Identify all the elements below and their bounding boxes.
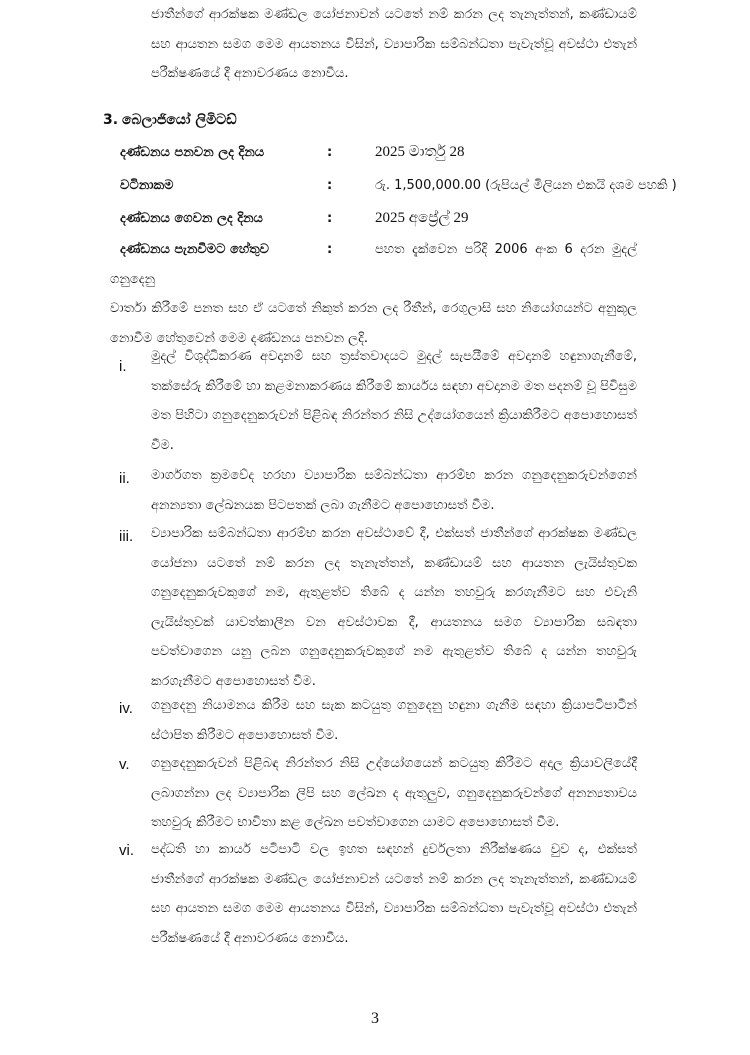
section-title: බෙලාජියෝ ලිමිටඩ් (122, 112, 237, 128)
list-item: පද්ධති හා කාර්ය පටිපාටි වල ඉහත සඳහන් දුර්වලතා නිරීක්ෂණය වුව ද, එක්සත් ජාතීන්ගේ ආරක්ෂක මණ්ඩල යෝජනාවන් යටතේ නම් කරන ලද තැනැත්තන්, කණ්ඩායම් සහ ආයතන සමග මෙම ආයතනය විසින්, ව්‍යාපාරික සම්බන්ධතා පැවැත්වූ අවස්ථා එතැන් පරීක්ෂණයේ දී අනාවරණය නොවීය. (151, 842, 637, 946)
item-number: vi. (119, 842, 134, 859)
item-number: ii. (119, 470, 130, 487)
reason-rest: වාර්තා කිරීමේ පනත සහ ඒ යටතේ නිකුත් කරන ලද රීතීන්, රෙගුලාසි සහ නියෝගයන්ට අනුකූල නොවීම හේතුවෙන් මෙම දණ්ඩනය පනවන ලදි. (110, 301, 637, 346)
list-item: ව්‍යාපාරික සම්බන්ධතා ආරම්භ කරන අවස්ථාවේ දී, එක්සත් ජාතීන්ගේ ආරක්ෂක මණ්ඩල යෝජනා යටතේ නම් කරන ලද තැනැත්තන්, කණ්ඩායම් සහ ආයතන ලැයිස්තුවක ගනුදෙනුකරුවකුගේ නම, ඇතුළත්ව තිබේ ද යන්න තහවුරු කරගැනීමට සහ එවැනි ලැයිස්තුවක් යාවත්කාලීන වන අවස්ථාවක දී, ආයතනය සමග ව්‍යාපාරික සබඳතා පවත්වාගෙන යනු ලබන ගනුදෙනුකරුවකුගේ නම ඇතුළත්ව තිබේ ද යන්න තහවුරු කරගැනීමට අපොහොසත් වීම. (151, 526, 637, 689)
list-item: මුදල් විශුද්ධිකරණ අවදානම් සහ ත්‍රස්තවාදයට මුදල් සැපයීමේ අවදානම් හඳුනාගැනීමේ, තක්සේරු කිරීමේ හා කළමනාකරණය කිරීමේ කාර්යය සඳහා අවදානම මත පදනම් වූ පිවිසුම මත පිහිටා ගනුදෙනුකරුවන් පිළිබඳ නිරන්තර නිසි උද්යෝගයෙන් ක්‍රියාකිරීමට අපොහොසත් වීම. (151, 349, 637, 453)
payment-date-label: දණ්ඩනය ගෙවන ලද දිනය (120, 211, 263, 226)
colon: : (327, 211, 333, 226)
section-number: 3. (103, 112, 119, 128)
item-number: v. (119, 756, 130, 773)
colon: : (327, 242, 333, 257)
item-number: i. (119, 358, 127, 375)
item-number: iii. (119, 528, 134, 545)
penalty-date-value: 2025 මාර්තු 28 (375, 144, 465, 160)
payment-date-value: 2025 අප්‍රේල් 29 (375, 210, 469, 226)
amount-value: රු. 1,500,000.00 (රුපියල් මිලියන එකයි දශම පහකි ) (375, 178, 677, 193)
amount-label: වටිනාකම (120, 178, 174, 193)
list-item: මාර්ගගත ක්‍රමවේද හරහා ව්‍යාපාරික සම්බන්ධතා ආරම්භ කරන ගනුදෙනුකරුවන්ගෙන් අනන්‍යතා ලේඛනයක පිටපතක් ලබා ගැනීමට අපොහොසත් වීම. (151, 468, 637, 513)
intro-paragraph: ජාතීන්ගේ ආරක්ෂක මණ්ඩල යෝජනාවන් යටතේ නම් කරන ලද තැනැත්තන්, කණ්ඩායම් සහ ආයතන සමග මෙම ආයතනය විසින්, ව්‍යාපාරික සම්බන්ධතා පැවැත්වූ අවස්ථා එතැන් පරීක්ෂණයේ දී අනාවරණය නොවීය. (151, 7, 637, 81)
colon: : (327, 145, 333, 160)
item-number: iv. (119, 700, 133, 717)
penalty-reason-text (110, 235, 637, 353)
list-item: ගනුදෙනුකරුවන් පිළිබඳ නිරන්තර නිසි උද්යෝගයෙන් කටයුතු කිරීමට අදාල ක්‍රියාවලියේදී ලබාගන්නා ලද ව්‍යාපාරික ලිපි සහ ලේඛන ද ඇතුලුව, ගනුදෙනුකරුවන්ගේ අනන්‍යතාවය තහවුරු කිරීමට භාවිතා කළ ලේඛන පවත්වාගෙන යාමට අපොහොසත් වීම. (151, 756, 637, 830)
colon: : (327, 178, 333, 193)
list-item: ගනුදෙනු නියාමනය කිරීම සහ සැක කටයුතු ගනුදෙනු හඳුනා ගැනීම සඳහා ක්‍රියාපටිපාටීන් ස්ථාපිත කිරීමට අපොහොසත් වීම. (151, 698, 637, 743)
penalty-reason-label: දණ්ඩනය පැනවීමට හේතුව (120, 242, 269, 257)
reason-first-line: පහත දැක්වෙන පරිදි 2006 අංක 6 දරන මුදල් ගනුදෙනු (110, 242, 637, 287)
penalty-date-label: දණ්ඩනය පනවන ලද දිනය (120, 145, 265, 160)
page-number: 3 (371, 1010, 379, 1027)
